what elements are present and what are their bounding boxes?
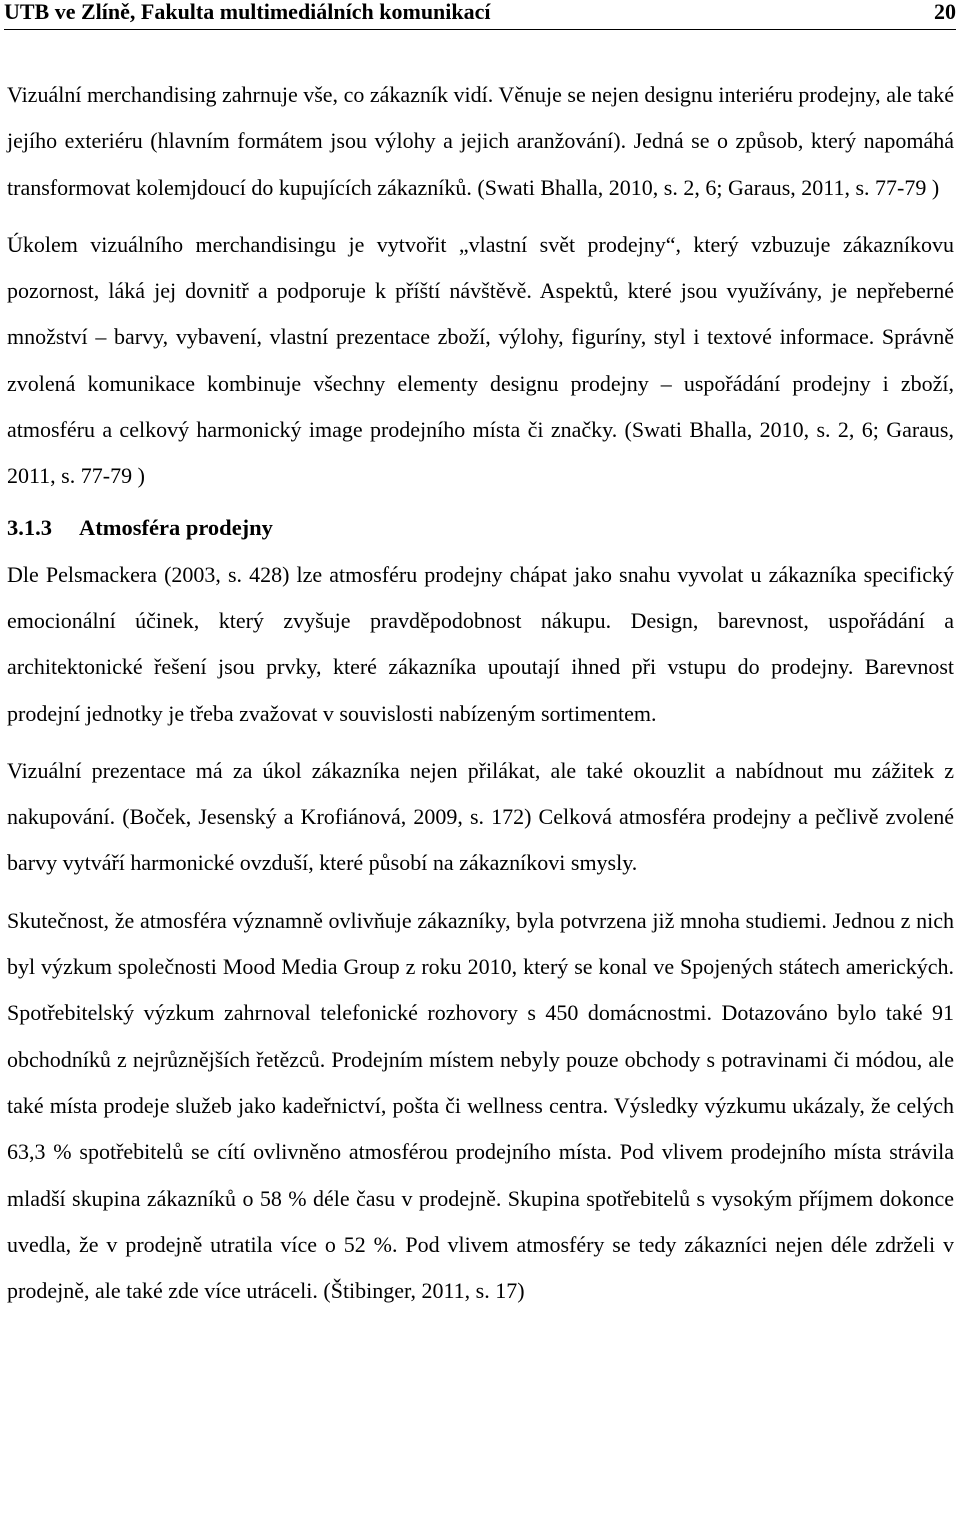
section-heading (7, 508, 954, 548)
document-body (7, 72, 954, 1314)
paragraph-merchandising-goal: Úkolem vizuálního merchandisingu je vytvořit „vlastní svět prodejny“, který vzbuzuje zákazníkovu pozornost, láká jej dovnitř a podporuje k příští návštěvě. Aspektů, které jsou využívány, je nepřeberné množství – barvy, vybavení, vlastní prezentace zboží, výlohy, figuríny, styl i textové informace. Správně zvolená komunikace kombinuje všechny elementy designu prodejny – uspořádání prodejny i zboží, atmosféru a celkový harmonický image prodejního místa či značky. (Swati Bhalla, 2010, s. 2, 6; Garaus, 2011, s. 77-79 ) (7, 231, 954, 489)
paragraph-mood-media-study: Skutečnost, že atmosféra významně ovlivňuje zákazníky, byla potvrzena již mnoha studiemi. Jednou z nich byl výzkum společnosti Mood Media Group z roku 2010, který se konal ve Spojených státech amerických. Spotřebitelský výzkum zahrnoval telefonické rozhovory s 450 domácnostmi. Dotazováno bylo také 91 obchodníků z nejrůznějších řetězců. Prodejním místem nebyly pouze obchody s potravinami či módou, ale také místa prodeje služeb jako kadeřnictví, pošta či wellness centra. Výsledky výzkumu ukázaly, že celých 63,3 % spotřebitelů se cítí ovlivněno atmosférou prodejního místa. Pod vlivem prodejního místa strávila mladší skupina zákazníků o 58 % déle času v prodejně. Skupina spotřebitelů s vysokým příjmem dokonce uvedla, že v prodejně utratila více o 52 %. Pod vlivem atmosféry se tedy zákazníci nejen déle zdrželi v prodejně, ale také zde více utráceli. (Štibinger, 2011, s. 17) (7, 907, 954, 1304)
section-title: Atmosféra prodejny (79, 514, 273, 540)
page-header (4, 0, 956, 30)
section-number: 3.1.3 (7, 514, 52, 540)
page-number: 20 (934, 0, 956, 24)
paragraph-visual-presentation: Vizuální prezentace má za úkol zákazníka nejen přilákat, ale také okouzlit a nabídnout mu zážitek z nakupování. (Boček, Jesenský a Krofiánová, 2009, s. 172) Celková atmosféra prodejny a pečlivě zvolené barvy vytváří harmonické ovzduší, které působí na zákazníkovi smysly. (7, 757, 954, 876)
paragraph-visual-merchandising: Vizuální merchandising zahrnuje vše, co zákazník vidí. Věnuje se nejen designu interiéru prodejny, ale také jejího exteriéru (hlavním formátem jsou výlohy a jejich aranžování). Jedná se o způsob, který napomáhá transformovat kolemjdoucí do kupujících zákazníků. (Swati Bhalla, 2010, s. 2, 6; Garaus, 2011, s. 77-79 ) (7, 82, 954, 200)
paragraph-pelsmacker: Dle Pelsmackera (2003, s. 428) lze atmosféru prodejny chápat jako snahu vyvolat u zákazníka specifický emocionální účinek, který zvyšuje pravděpodobnost nákupu. Design, barevnost, uspořádání a architektonické řešení jsou prvky, které zákazníka upoutají ihned při vstupu do prodejny. Barevnost prodejní jednotky je třeba zvažovat v souvislosti nabízeným sortimentem. (7, 561, 954, 726)
header-title: UTB ve Zlíně, Fakulta multimediálních komunikací (4, 0, 491, 24)
